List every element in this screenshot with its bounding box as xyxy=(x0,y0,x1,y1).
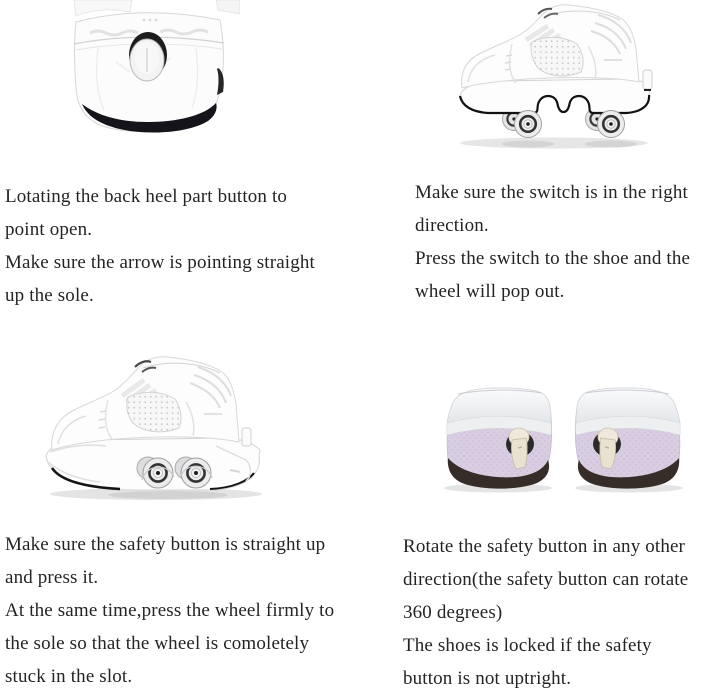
caption-step-open-button xyxy=(5,180,315,312)
caption-line: The shoes is locked if the safety xyxy=(403,635,652,656)
caption-line: wheel will pop out. xyxy=(415,281,565,302)
caption-step-press-wheel xyxy=(5,528,334,693)
caption-line: Press the switch to the shoe and the xyxy=(415,248,691,269)
wheel-rear-near xyxy=(598,111,625,138)
caption-line: Make sure the safety button is straight up xyxy=(5,534,326,555)
shoe-upper-fragment-right xyxy=(216,0,240,14)
heel-closeup-illustration xyxy=(68,0,240,140)
photo-shoe-wheels-retracted xyxy=(38,350,278,502)
heel-pair-illustration xyxy=(438,382,694,496)
photo-shoe-wheels-out xyxy=(450,0,662,152)
photo-heel-pair-safety-buttons xyxy=(438,382,694,496)
shoe-wheels-retracted-illustration xyxy=(38,350,278,502)
wheel-retracted-front xyxy=(143,458,173,488)
caption-line: up the sole. xyxy=(5,285,94,306)
shoe-wheels-out-illustration xyxy=(450,0,662,152)
heel-switch-tab xyxy=(242,428,251,446)
caption-step-rotate-lock xyxy=(403,530,688,695)
caption-line: stuck in the slot. xyxy=(5,666,133,687)
caption-line: At the same time,press the wheel firmly to xyxy=(5,600,335,621)
platform-sole xyxy=(460,79,650,113)
caption-step-switch-direction xyxy=(415,176,690,308)
caption-line: 360 degrees) xyxy=(403,602,503,623)
caption-line: Make sure the switch is in the right xyxy=(415,182,688,203)
caption-line: button is not uptright. xyxy=(403,668,572,689)
wheel-front-near xyxy=(515,111,542,138)
caption-line: Lotating the back heel part button to xyxy=(5,186,288,207)
caption-line: the sole so that the wheel is comoletely xyxy=(5,633,310,654)
photo-heel-button-closeup xyxy=(68,0,240,140)
right-heel xyxy=(575,388,683,493)
caption-line: and press it. xyxy=(5,567,99,588)
caption-line: point open. xyxy=(5,219,93,240)
caption-line: Make sure the arrow is pointing straight xyxy=(5,252,315,273)
caption-line: Rotate the safety button in any other xyxy=(403,536,686,557)
heel-switch-tab xyxy=(643,70,652,89)
caption-line: direction. xyxy=(415,215,489,236)
caption-line: direction(the safety button can rotate xyxy=(403,569,689,590)
wheel-retracted-rear xyxy=(181,458,211,488)
left-heel xyxy=(444,388,552,493)
